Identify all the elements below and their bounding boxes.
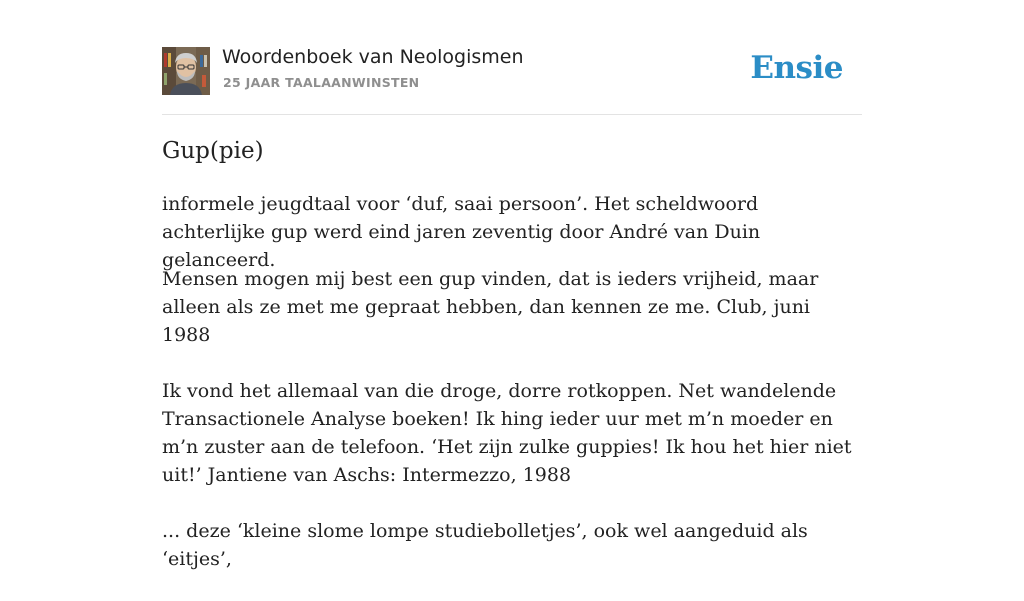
site-header [162,0,862,115]
ensie-logo[interactable]: Ensie [750,50,843,86]
entry-definition: informele jeugdtaal voor ‘duf, saai persoon’. Het scheldwoord achterlijke gup werd eind jaren zeventig door André van Duin gelanceerd. [162,193,761,271]
avatar[interactable] [162,47,210,95]
page-container [162,0,862,570]
citation-quote: Ik vond het allemaal van die droge, dorre rotkoppen. Net wandelende Transactionele Analyse boeken! Ik hing ieder uur met m’n moeder en m’n zuster aan de telefoon. ‘Het zijn zulke guppies! Ik hou het hier niet uit!’ Jantiene van Aschs: Intermezzo, 1988 [162,380,852,486]
site-title[interactable]: Woordenboek van Neologismen [222,46,524,68]
site-subtitle: 25 JAAR TAALAANWINSTEN [223,75,420,90]
author-portrait-icon [162,47,210,95]
entry-title: Gup(pie) [162,138,264,164]
citation-quote: ... deze ‘kleine slome lompe studiebolletjes’, ook wel aangeduid als ‘eitjes’, [162,520,808,570]
citation-quote: Mensen mogen mij best een gup vinden, dat is ieders vrijheid, maar alleen als ze met me gepraat hebben, dan kennen ze me. Club, juni 1988 [162,268,819,346]
citation-list [162,265,862,601]
